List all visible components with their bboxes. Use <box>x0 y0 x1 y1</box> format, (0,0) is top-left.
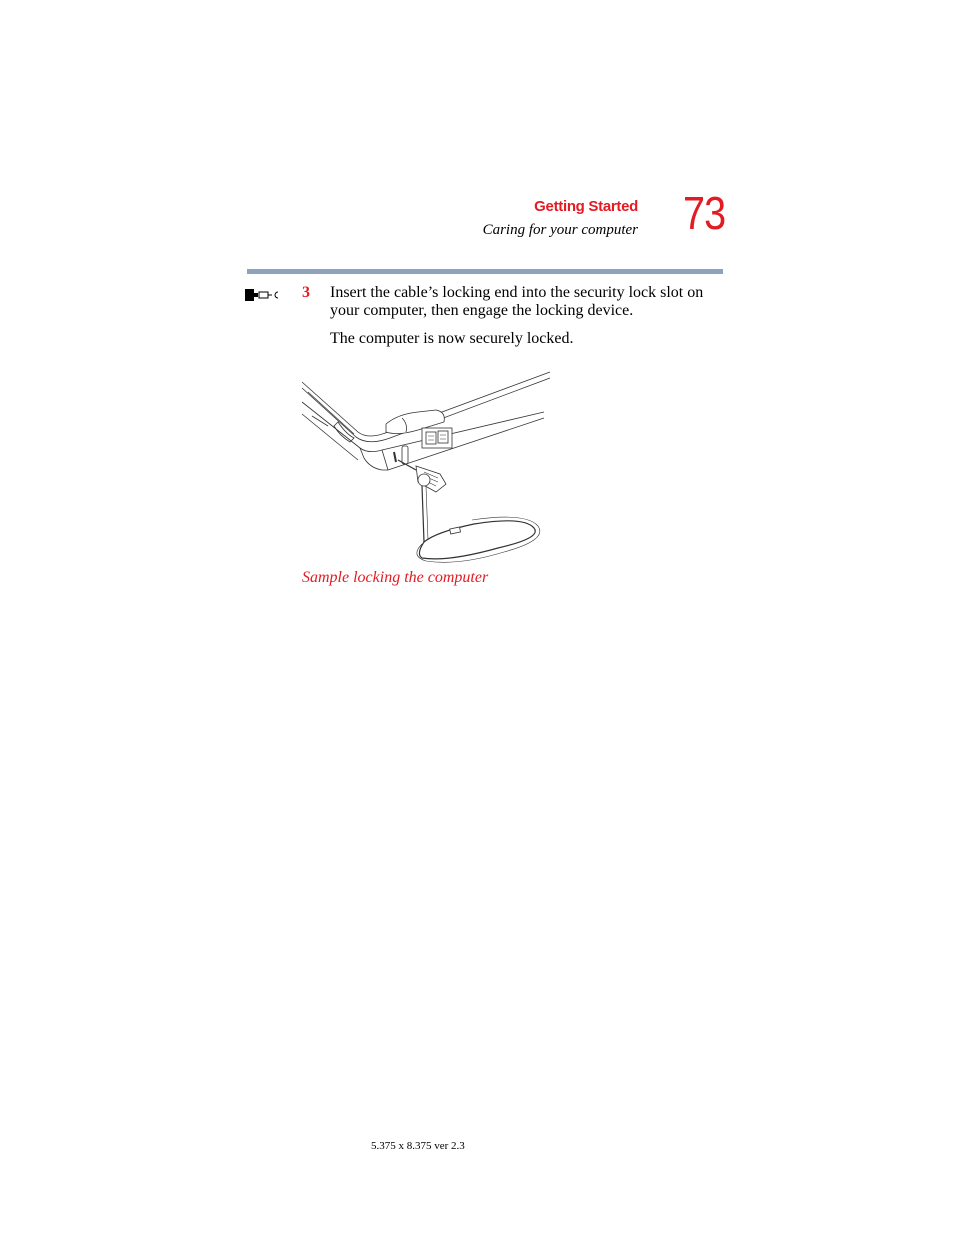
step-number: 3 <box>302 284 310 301</box>
section-title: Getting Started <box>534 198 638 215</box>
page-number: 73 <box>683 187 726 239</box>
result-text: The computer is now securely locked. <box>330 330 574 347</box>
footer-version: 5.375 x 8.375 ver 2.3 <box>371 1140 465 1152</box>
step-text: Insert the cable’s locking end into the security lock slot on your computer, then engage the locking device. <box>330 284 704 319</box>
section-subtitle: Caring for your computer <box>482 222 638 238</box>
laptop-security-cable-illustration <box>298 362 554 568</box>
header-rule <box>247 269 723 274</box>
lock-cable-icon <box>244 288 280 302</box>
figure-caption: Sample locking the computer <box>302 569 489 586</box>
